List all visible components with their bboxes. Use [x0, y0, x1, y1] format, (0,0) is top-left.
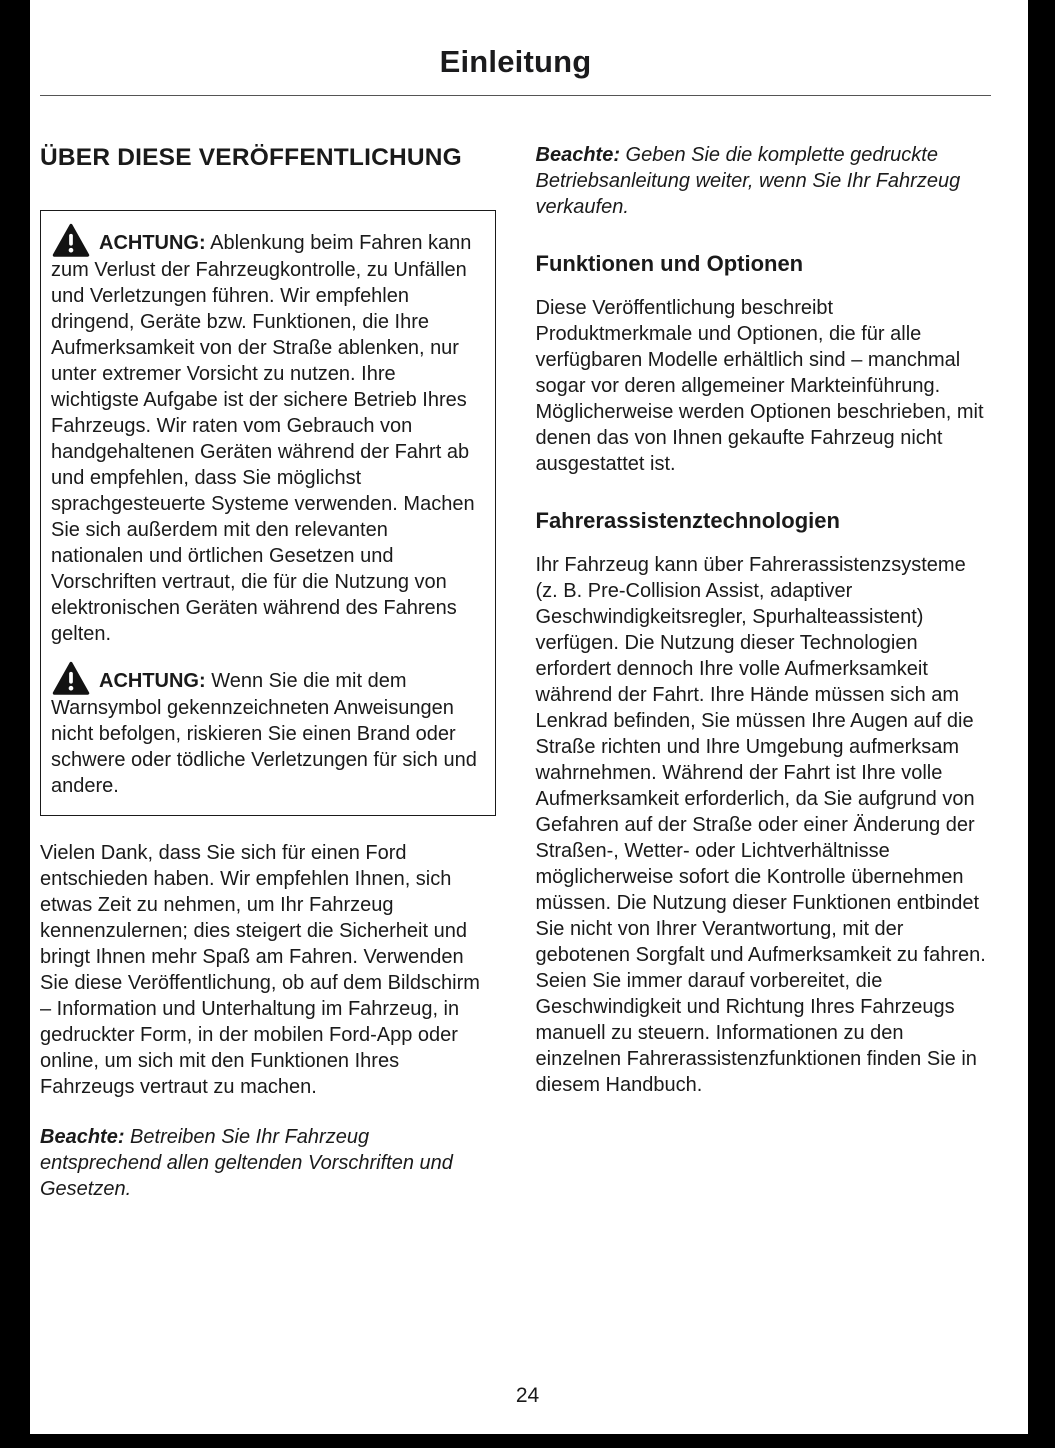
note-paragraph-left — [40, 1124, 496, 1202]
page-footer — [0, 1384, 1055, 1408]
two-column-layout — [40, 142, 991, 1202]
warning-triangle-icon — [51, 223, 91, 257]
left-column — [40, 142, 496, 1202]
funktionen-und-optionen-paragraph: Diese Veröffentlichung beschreibt Produktmerkmale und Optionen, die für alle verfügbaren Modelle erhältlich sind – manchmal sogar vor deren allgemeiner Markteinführung. Möglicherweise werden Optionen beschrieben, mit denen das von Ihnen gekaufte Fahrzeug nicht ausgestattet ist. — [535, 297, 984, 475]
page-title: Einleitung — [439, 44, 592, 79]
page-number: 24 — [515, 1384, 540, 1407]
fahrerassistenztechnologien-paragraph: Ihr Fahrzeug kann über Fahrerassistenzsysteme (z. B. Pre-Collision Assist, adaptiver Geschwindigkeitsregler, Spurhalteassistent) verfügen. Die Nutzung dieser Technologien erfordert dennoch Ihre volle Aufmerksamkeit während der Fahrt. Ihre Hände müssen sich am Lenkrad befinden, Sie müssen Ihre Augen auf die Straße richten und Ihre Umgebung aufmerksam wahrnehmen. Während der Fahrt ist Ihre volle Aufmerksamkeit erforderlich, da Sie aufgrund von Gefahren auf der Straße oder einer Änderung der Straßen-, Wetter- oder Lichtverhältnisse möglicherweise sofort die Kontrolle übernehmen müssen. Die Nutzung dieser Funktionen entbindet Sie nicht von Ihrer Verantwortung, mit der gebotenen Sorgfalt und Aufmerksamkeit zu fahren. Seien Sie immer darauf vorbereitet, die Geschwindigkeit und Richtung Ihres Fahrzeugs manuell zu steuern. Informationen zu den einzelnen Fahrerassistenzfunktionen finden Sie in diesem Handbuch. — [535, 554, 986, 1096]
note-text: Betreiben Sie Ihr Fahrzeug entsprechend allen geltenden Vorschriften und Gesetzen. — [40, 1126, 453, 1200]
section-heading-fahrerassistenztechnologien: Fahrerassistenztechnologien — [535, 508, 840, 533]
warning-label: ACHTUNG: — [99, 232, 206, 254]
warning-box — [40, 210, 496, 816]
warning-triangle-icon — [51, 661, 91, 695]
section-heading-funktionen-und-optionen: Funktionen und Optionen — [535, 251, 804, 276]
warning-text: Wenn Sie die mit dem Warnsymbol gekennzeichneten Anweisungen nicht befolgen, riskieren Sie einen Brand oder schwere oder tödliche Verletzungen für sich und andere. — [51, 670, 477, 797]
right-column — [536, 142, 992, 1202]
note-label: Beachte: — [535, 144, 620, 166]
intro-paragraph: Vielen Dank, dass Sie sich für einen Ford entschieden haben. Wir empfehlen Ihnen, sich etwas Zeit zu nehmen, um Ihr Fahrzeug kennenzulernen; dies steigert die Sicherheit und bringt Ihnen mehr Spaß am Fahren. Verwenden Sie diese Veröffentlichung, ob auf dem Bildschirm – Information und Unterhaltung im Fahrzeug, in gedruckter Form, in der mobilen Ford-App oder online, um sich mit den Funktionen Ihres Fahrzeugs vertraut zu machen. — [40, 842, 480, 1098]
header-rule — [40, 95, 991, 96]
note-text: Geben Sie die komplette gedruckte Betriebsanleitung weiter, wenn Sie Ihr Fahrzeug verkaufen. — [535, 144, 961, 218]
note-paragraph-right — [536, 142, 992, 220]
warning-label: ACHTUNG: — [99, 670, 206, 692]
note-label: Beachte: — [40, 1126, 125, 1148]
section-heading-ueber-diese-veroeffentlichung: ÜBER DIESE VERÖFFENTLICHUNG — [40, 144, 462, 171]
page-header — [40, 44, 991, 96]
page-edge-bottom — [0, 1434, 1055, 1448]
warning-paragraph-1 — [51, 223, 485, 647]
warning-text: Ablenkung beim Fahren kann zum Verlust der Fahrzeugkontrolle, zu Unfällen und Verletzungen führen. Wir empfehlen dringend, Geräte bzw. Funktionen, die Ihre Aufmerksamkeit von der Straße ablenken, nur unter extremer Vorsicht zu nutzen. Ihre wichtigste Aufgabe ist der sichere Betrieb Ihres Fahrzeugs. Wir raten vom Gebrauch von handgehaltenen Geräten während der Fahrt ab und empfehlen, dass Sie möglichst sprachgesteuerte Systeme verwenden. Machen Sie sich außerdem mit den relevanten nationalen und örtlichen Gesetzen und Vorschriften vertraut, die für die Nutzung von elektronischen Geräten während des Fahrens gelten. — [51, 232, 475, 645]
warning-paragraph-2 — [51, 661, 485, 799]
